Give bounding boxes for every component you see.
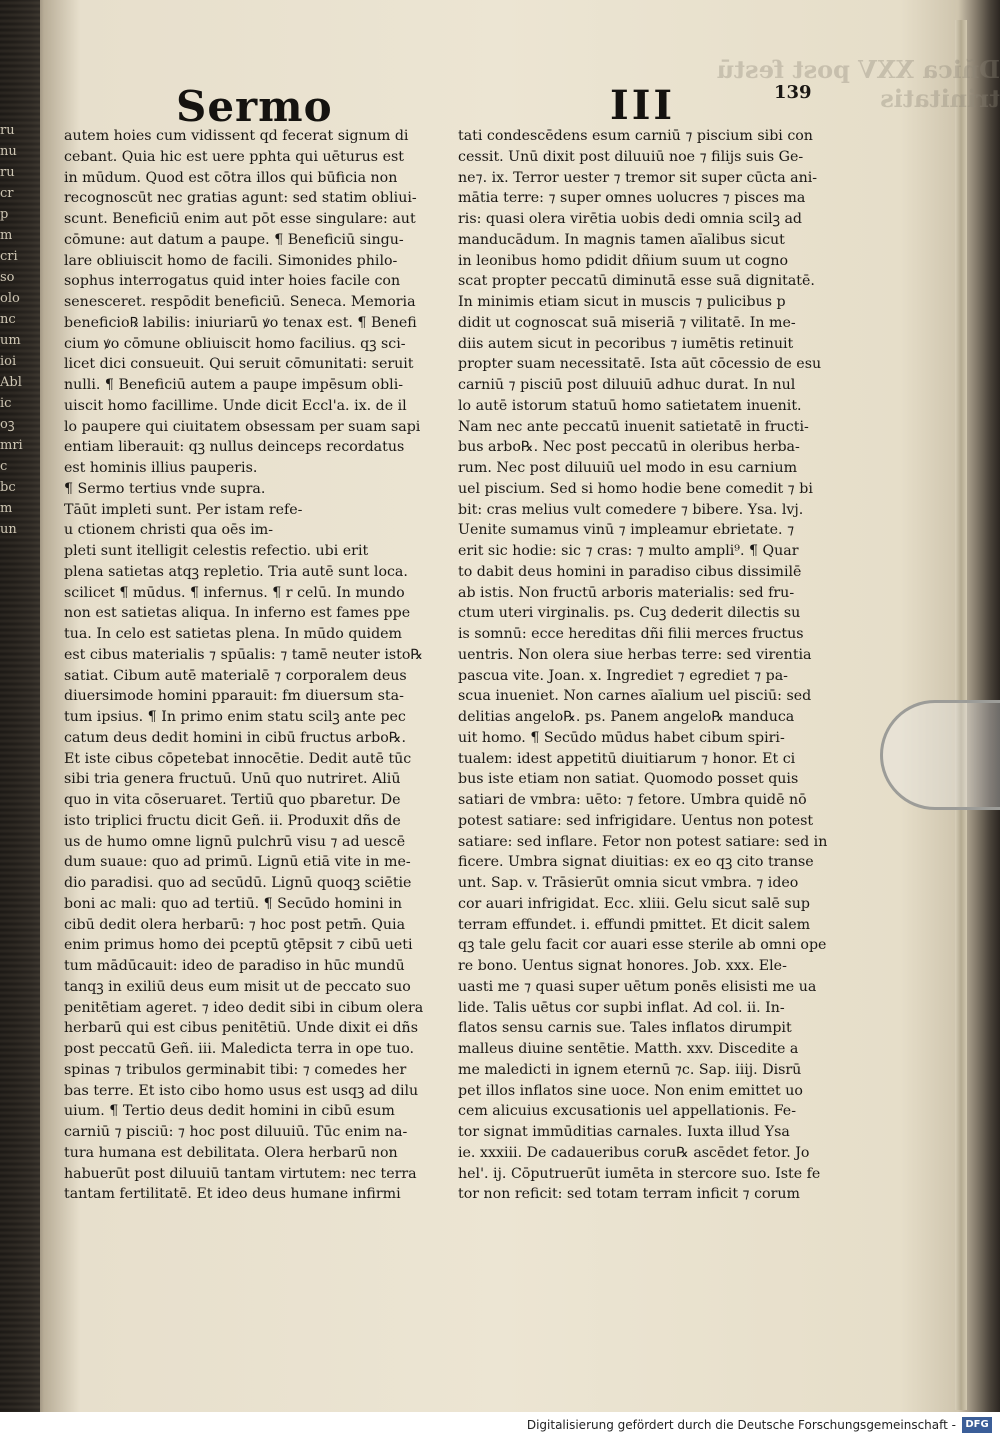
text-line: ficere. Umbra signat diuitias: ex eo qꝫ cito transe <box>458 854 814 871</box>
text-line: catum deus dedit homini in cibū fructus arbo℞. <box>64 729 407 746</box>
text-line: qꝫ tale gelu facit cor auari esse sterile ab omni ope <box>458 937 827 954</box>
margin-fragment: ru <box>0 123 15 138</box>
margin-fragment: mri <box>0 438 23 453</box>
text-line: cium ꝟo cōmune obliuiscit homo facilius. qꝫ sci- <box>64 335 406 352</box>
text-line: potest satiare: sed infrigidare. Uentus non potest <box>458 812 814 829</box>
text-line: propter suam necessitatē. Ista aūt cōcessio de esu <box>458 356 822 373</box>
text-line: lo autē istorum statuū homo satietatem inuenit. <box>458 397 802 414</box>
text-line: post peccatū Geñ. iii. Maledicta terra in ope tuo. <box>64 1041 414 1057</box>
margin-fragment: Abl <box>0 375 22 390</box>
text-line: sibi tria genera fructuū. Unū quo nutriret. Aliū <box>64 771 401 788</box>
text-line: u ctionem christi qua oēs im- <box>64 522 274 539</box>
text-line: didit ut cognoscat suā miseriā ⁊ vilitatē. In me- <box>458 314 796 331</box>
margin-fragment: nu <box>0 144 17 159</box>
text-line: carniū ⁊ pisciū post diluuiū adhuc durat. In nul <box>458 377 796 393</box>
text-line: ie. xxxiii. De cadaueribus coru℞ ascēdet fetor. Jo <box>458 1144 810 1161</box>
text-line: tura humana est debilitata. Olera herbarū non <box>64 1144 398 1161</box>
margin-fragment: nc <box>0 312 16 327</box>
text-line: scua inueniet. Non carnes aīalium uel pisciū: sed <box>458 688 812 705</box>
text-line: tanqꝫ in exiliū deus eum misit ut de peccato suo <box>64 978 411 995</box>
text-line: me maledicti in ignem eternū ⁊c. Sap. iiij. Disrū <box>458 1061 802 1078</box>
text-line: nulli. ¶ Beneficiū autem a paupe impēsum obli- <box>64 377 404 393</box>
text-line: hel'. ij. Cōputruerūt iumēta in stercore suo. Iste fe <box>458 1165 821 1182</box>
text-line: est hominis illius pauperis. <box>64 460 258 476</box>
text-line: tor non reficit: sed totam terram inficit ⁊ corum <box>458 1186 800 1203</box>
text-line: flatos sensu carnis sue. Tales inflatos dirumpit <box>458 1020 792 1037</box>
text-line: unt. Sap. v. Trāsierūt omnia sicut vmbra. ⁊ ideo <box>458 875 799 891</box>
margin-fragment: um <box>0 333 21 348</box>
margin-fragment: m <box>0 228 13 243</box>
text-line: bit: cras melius vult comedere ⁊ bibere. Ysa. lvj. <box>458 501 804 518</box>
text-line: scat propter peccatū diminutā esse suā dignitatē. <box>458 273 815 290</box>
text-line: terram effundet. i. effundi pmittet. Et dicit salem <box>458 916 811 933</box>
text-line: tum ipsius. ¶ In primo enim statu scilꝫ ante pec <box>64 709 406 725</box>
text-column-left <box>64 126 452 1205</box>
text-line: uel piscium. Sed si homo hodie bene comedit ⁊ bi <box>458 480 813 497</box>
text-line: scilicet ¶ mūdus. ¶ infernus. ¶ r celū. In mundo <box>64 584 405 601</box>
text-line: erit sic hodie: sic ⁊ cras: ⁊ multo ampli⁹. ¶ Quar <box>458 543 799 559</box>
text-line: ctum uteri virginalis. ps. Cuꝫ dederit dilectis su <box>458 605 801 622</box>
text-line: delitias angelo℞. ps. Panem angelo℞ manduca <box>458 709 795 725</box>
text-line: ¶ Sermo tertius vnde supra. <box>64 480 266 497</box>
text-line: cebant. Quia hic est uere pphta qui uēturus est <box>64 148 404 165</box>
text-line: lo paupere qui ciuitatem obsessam per suam sapi <box>64 418 421 435</box>
margin-fragment: ic <box>0 396 12 411</box>
margin-fragment: m <box>0 501 13 516</box>
text-line: tua. In celo est satietas plena. In mūdo quidem <box>64 626 403 642</box>
text-line: uium. ¶ Tertio deus dedit homini in cibū esum <box>64 1103 395 1120</box>
running-head-number: III <box>610 82 676 129</box>
text-line: senesceret. respōdit beneficiū. Seneca. Memoria <box>64 294 416 310</box>
text-line: dum suaue: quo ad primū. Lignū etiā vite in me- <box>64 854 411 871</box>
text-line: dio paradisi. quo ad secūdū. Lignū quoqꝫ sciētie <box>64 875 412 891</box>
text-line: pleti sunt itelligit celestis refectio. ubi erit <box>64 543 369 559</box>
text-line: boni ac mali: quo ad tertiū. ¶ Secūdo homini in <box>64 895 402 912</box>
text-line: bus arbo℞. Nec post peccatū in oleribus herba- <box>458 439 800 456</box>
text-line: recognoscūt nec gratias agunt: sed statim obliui- <box>64 190 417 207</box>
text-line: quo in vita cōseruaret. Tertiū quo pbaretur. De <box>64 792 401 808</box>
text-line: ris: quasi olera virētia uobis dedi omnia scilꝫ ad <box>458 211 802 227</box>
text-line: carniū ⁊ pisciū: ⁊ hoc post diluuiū. Tūc enim na- <box>64 1124 408 1140</box>
text-line: mātia terre: ⁊ super omnes uolucres ⁊ pisces ma <box>458 190 806 207</box>
text-line: Et iste cibus cōpetebat innocētie. Dedit autē tūc <box>64 750 412 767</box>
text-line: scunt. Beneficiū enim aut pōt esse singulare: aut <box>64 211 416 227</box>
text-line: autem hoies cum vidissent qd fecerat signum di <box>64 128 409 144</box>
text-line: malleus diuine sentētie. Matth. xxv. Discedite a <box>458 1041 799 1057</box>
text-line: bus iste etiam non satiat. Quomodo posset quis <box>458 771 799 788</box>
funding-note: Digitalisierung gefördert durch die Deutsche Forschungsgemeinschaft - <box>526 1418 956 1432</box>
text-line: non est satietas aliqua. In inferno est fames ppe <box>64 605 411 622</box>
text-line: pet illos inflatos sine uoce. Non enim emittet uo <box>458 1082 803 1099</box>
text-line: diis autem sicut in pecoribus ⁊ iumētis retinuit <box>458 335 794 352</box>
margin-fragment: oꝫ <box>0 417 15 432</box>
text-line: beneficio℞ labilis: iniuriarū ꝟo tenax est. ¶ Benefi <box>64 314 417 331</box>
footer-bar <box>0 1412 1000 1439</box>
text-line: uentris. Non olera siue herbas terre: sed virentia <box>458 646 812 663</box>
text-line: rum. Nec post diluuiū uel modo in esu carnium <box>458 460 798 476</box>
text-line: cōmune: aut datum a paupe. ¶ Beneficiū singu- <box>64 231 404 248</box>
text-line: diuersimode homini pparauit: fm diuersum sta- <box>64 688 404 705</box>
text-line: ne⁊. ix. Terror uester ⁊ tremor sit super cūcta ani- <box>458 169 818 186</box>
text-line: cibū dedit olera herbarū: ⁊ hoc post petm̄. Quia <box>64 916 406 933</box>
margin-fragment: un <box>0 522 17 537</box>
text-line: tor signat immūditias carnales. Iuxta illud Ysa <box>458 1124 790 1140</box>
text-line: uasti me ⁊ quasi super uētum ponēs elisisti me ua <box>458 978 817 995</box>
text-line: tualem: idest appetitū diuitiarum ⁊ honor. Et ci <box>458 750 796 767</box>
margin-fragment: ru <box>0 165 15 180</box>
text-line: tantam fertilitatē. Et ideo deus humane infirmi <box>64 1186 401 1203</box>
text-line: cor auari infrigidat. Ecc. xliii. Gelu sicut salē sup <box>458 895 810 912</box>
text-line: In minimis etiam sicut in muscis ⁊ pulicibus p <box>458 294 786 310</box>
text-line: Tāūt impleti sunt. Per istam refe- <box>64 501 303 518</box>
text-line: habuerūt post diluuiū tantam virtutem: nec terra <box>64 1165 417 1182</box>
margin-fragment: so <box>0 270 15 285</box>
text-line: is somnū: ecce hereditas dñi filii merces fructus <box>458 626 804 642</box>
text-line: sophus interrogatus quid inter hoies facile con <box>64 273 401 290</box>
text-line: plena satietas atqꝫ repletio. Tria autē sunt loca. <box>64 563 408 580</box>
text-line: tati condescēdens esum carniū ⁊ piscium sibi con <box>458 128 813 144</box>
text-line: enim primus homo dei pceptū ꝯtēpsit ⁊ cibū ueti <box>64 937 413 954</box>
text-line: herbarū qui est cibus penitētiū. Unde dixit ei dñs <box>64 1020 418 1037</box>
text-line: cem alicuius excusationis uel appellationis. Fe- <box>458 1103 796 1120</box>
text-line: spinas ⁊ tribulos germinabit tibi: ⁊ comedes her <box>64 1061 407 1078</box>
text-line: lare obliuiscit homo de facili. Simonides philo- <box>64 252 398 269</box>
text-line: satiare: sed inflare. Fetor non potest satiare: sed in <box>458 833 828 850</box>
folio-number: 139 <box>774 82 812 103</box>
text-line: entiam liberauit: qꝫ nullus deinceps recordatus <box>64 439 405 456</box>
text-line: satiari de vmbra: uēto: ⁊ fetore. Umbra quidē nō <box>458 792 807 808</box>
text-line: bas terre. Et isto cibo homo usus est usqꝫ ad dilu <box>64 1082 419 1099</box>
text-line: in leonibus homo pdidit dñium suum ut cogno <box>458 252 789 269</box>
text-line: penitētiam ageret. ⁊ ideo dedit sibi in cibum olera <box>64 999 424 1016</box>
text-line: lide. Talis uētus cor supbi inflat. Ad col. ii. In- <box>458 999 785 1016</box>
text-line: isto triplici fructu dicit Geñ. ii. Produxit dñs de <box>64 812 401 829</box>
text-line: satiat. Cibum autē materialē ⁊ corporalem deus <box>64 667 407 684</box>
margin-fragment: cr <box>0 186 14 201</box>
bleed-through-heading: Dñica XXV post festū trinitatis <box>716 55 1000 113</box>
margin-fragment: ioi <box>0 354 17 369</box>
text-line: pascua vite. Joan. x. Ingrediet ⁊ egrediet ⁊ pa- <box>458 667 788 684</box>
margin-fragment: cri <box>0 249 18 264</box>
text-line: manducādum. In magnis tamen aīalibus sicut <box>458 231 785 248</box>
margin-fragment: olo <box>0 291 20 306</box>
text-line: in mūdum. Quod est cōtra illos qui būficia non <box>64 169 398 186</box>
text-line: cessit. Unū dixit post diluuiū noe ⁊ filijs suis Ge- <box>458 148 804 165</box>
page-clip <box>880 700 1000 810</box>
dfg-logo: DFG <box>962 1417 992 1433</box>
text-column-right <box>458 126 850 1205</box>
running-head-sermo: Sermo <box>176 82 333 131</box>
facing-page-margin <box>0 120 34 540</box>
margin-fragment: c <box>0 459 8 474</box>
text-line: Nam nec ante peccatū inuenit satietatē in fructi- <box>458 418 809 435</box>
text-line: tum mādūcauit: ideo de paradiso in hūc mundū <box>64 958 405 974</box>
text-line: ab istis. Non fructū arboris materialis: sed fru- <box>458 584 795 601</box>
margin-fragment: p <box>0 207 9 222</box>
text-line: uiscit homo facillime. Unde dicit Eccl'a. ix. de il <box>64 397 407 414</box>
text-line: us de humo omne lignū pulchrū visu ⁊ ad uescē <box>64 833 406 850</box>
text-line: to dabit deus homini in paradiso cibus dissimilē <box>458 563 802 580</box>
text-line: uit homo. ¶ Secūdo mūdus habet cibum spiri- <box>458 729 785 746</box>
text-line: Uenite sumamus vinū ⁊ impleamur ebrietate. ⁊ <box>458 522 795 539</box>
text-line: licet dici consueuit. Qui seruit cōmunitati: seruit <box>64 356 414 373</box>
text-line: re bono. Uentus signat honores. Job. xxx. Ele- <box>458 958 787 974</box>
text-line: est cibus materialis ⁊ spūalis: ⁊ tamē neuter isto℞ <box>64 646 424 663</box>
margin-fragment: bc <box>0 480 16 495</box>
